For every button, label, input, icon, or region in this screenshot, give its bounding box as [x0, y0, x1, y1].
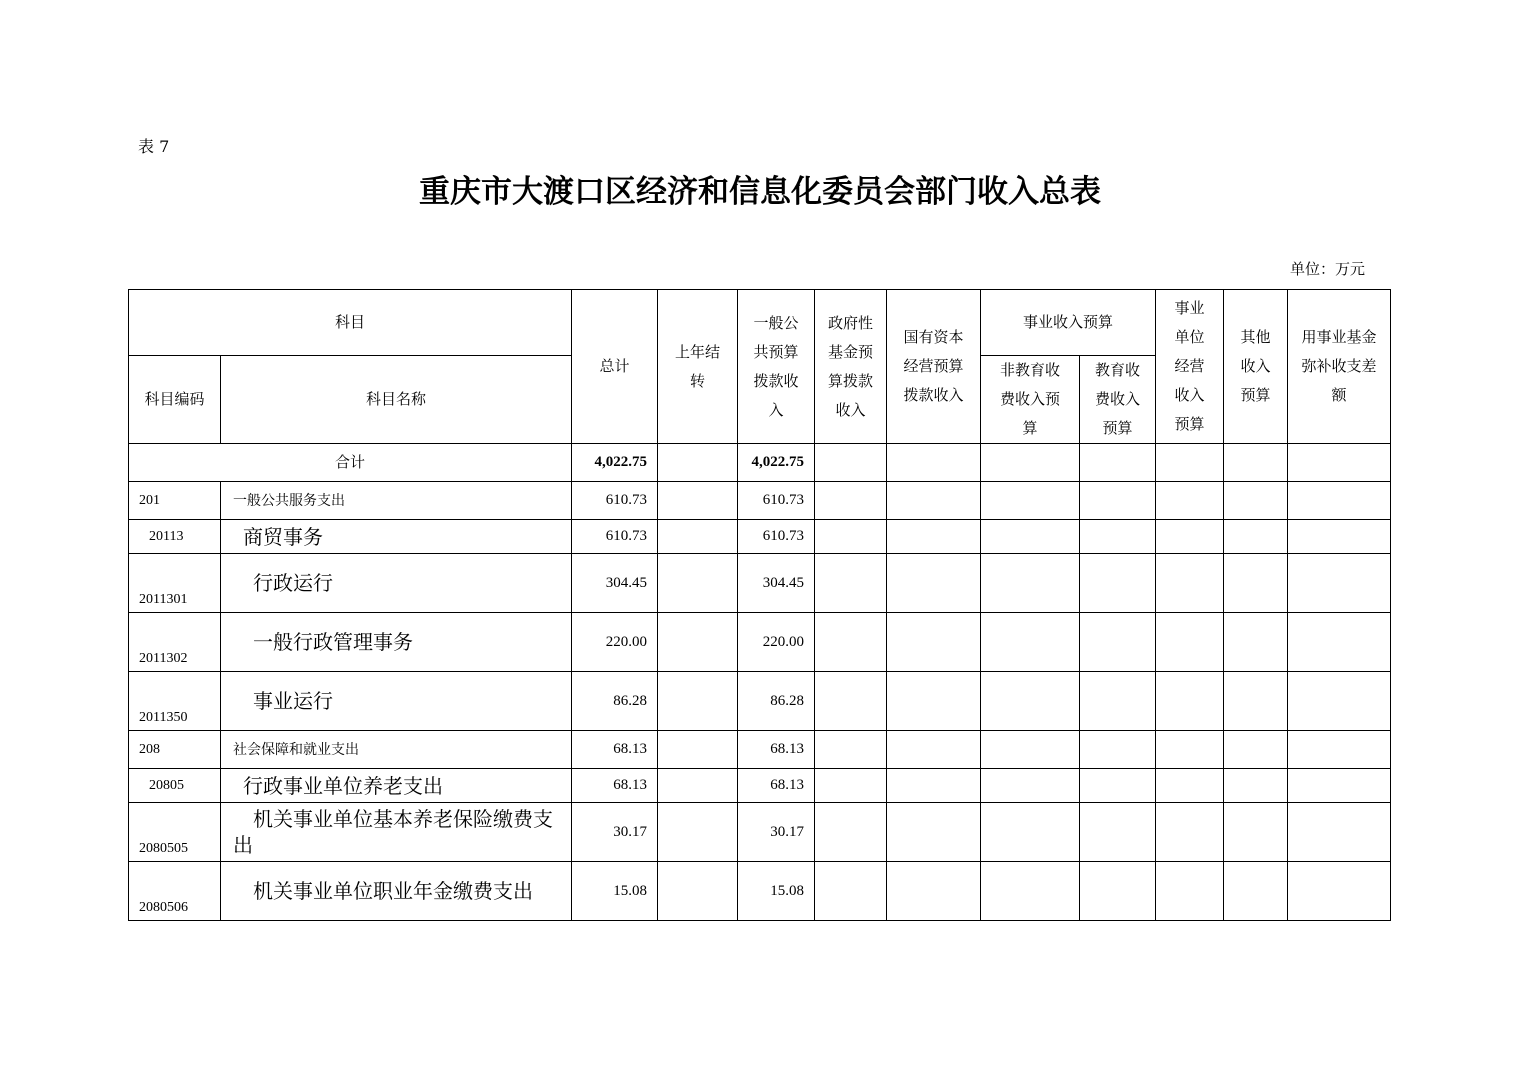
header-carryover: 上年结转: [658, 290, 738, 444]
row-name: 行政运行: [221, 554, 572, 613]
row-code: 2011350: [129, 672, 221, 731]
table-row: [129, 520, 1391, 554]
row-general-budget: 68.13: [738, 731, 815, 769]
table-row: [129, 862, 1391, 921]
row-total: 68.13: [572, 769, 658, 803]
table-row: [129, 672, 1391, 731]
table-row: [129, 769, 1391, 803]
header-gov-fund: 政府性基金预算拨款收入: [815, 290, 887, 444]
header-business-fund: 用事业基金弥补收支差额: [1288, 290, 1391, 444]
total-row: [129, 444, 1391, 482]
row-name: 一般公共服务支出: [221, 482, 572, 520]
row-code: 20805: [129, 769, 221, 803]
table-row: [129, 613, 1391, 672]
table-number: 表 7: [138, 137, 170, 156]
row-general-budget: 220.00: [738, 613, 815, 672]
row-total: 304.45: [572, 554, 658, 613]
unit-label: 单位：万元: [1290, 260, 1366, 278]
total-total: 4,022.75: [572, 444, 658, 482]
row-general-budget: 610.73: [738, 482, 815, 520]
header-general-budget: 一般公共预算拨款收入: [738, 290, 815, 444]
header-edu-fee: 教育收费收入预算: [1080, 356, 1156, 444]
row-general-budget: 68.13: [738, 769, 815, 803]
row-general-budget: 610.73: [738, 520, 815, 554]
row-name: 机关事业单位职业年金缴费支出: [221, 862, 572, 921]
table-row: [129, 554, 1391, 613]
row-general-budget: 30.17: [738, 803, 815, 862]
header-subject: 科目: [129, 290, 572, 356]
row-general-budget: 304.45: [738, 554, 815, 613]
row-total: 30.17: [572, 803, 658, 862]
table-row: [129, 731, 1391, 769]
row-code: 208: [129, 731, 221, 769]
total-label: 合计: [129, 444, 572, 482]
row-total: 86.28: [572, 672, 658, 731]
row-total: 68.13: [572, 731, 658, 769]
row-general-budget: 86.28: [738, 672, 815, 731]
income-summary-table: [128, 289, 1391, 921]
row-name: 一般行政管理事务: [221, 613, 572, 672]
header-business-unit: 事业单位经营收入预算: [1156, 290, 1224, 444]
table-row: [129, 803, 1391, 862]
page-title: 重庆市大渡口区经济和信息化委员会部门收入总表: [419, 174, 1101, 210]
row-name: 商贸事务: [221, 520, 572, 554]
header-subject-code: 科目编码: [129, 356, 221, 444]
row-name: 事业运行: [221, 672, 572, 731]
row-general-budget: 15.08: [738, 862, 815, 921]
header-non-edu-fee: 非教育收费收入预算: [981, 356, 1080, 444]
row-code: 2080506: [129, 862, 221, 921]
row-name: 社会保障和就业支出: [221, 731, 572, 769]
row-code: 2080505: [129, 803, 221, 862]
header-business-income: 事业收入预算: [981, 290, 1156, 356]
header-total: 总计: [572, 290, 658, 444]
row-total: 610.73: [572, 482, 658, 520]
row-code: 2011302: [129, 613, 221, 672]
row-total: 220.00: [572, 613, 658, 672]
row-code: 201: [129, 482, 221, 520]
header-other-income: 其他收入预算: [1224, 290, 1288, 444]
header-subject-name: 科目名称: [221, 356, 572, 444]
row-total: 15.08: [572, 862, 658, 921]
total-general-budget: 4,022.75: [738, 444, 815, 482]
row-total: 610.73: [572, 520, 658, 554]
row-name: 机关事业单位基本养老保险缴费支出: [221, 803, 572, 862]
header-state-capital: 国有资本经营预算拨款收入: [887, 290, 981, 444]
row-code: 20113: [129, 520, 221, 554]
table-row: [129, 482, 1391, 520]
row-name: 行政事业单位养老支出: [221, 769, 572, 803]
row-code: 2011301: [129, 554, 221, 613]
